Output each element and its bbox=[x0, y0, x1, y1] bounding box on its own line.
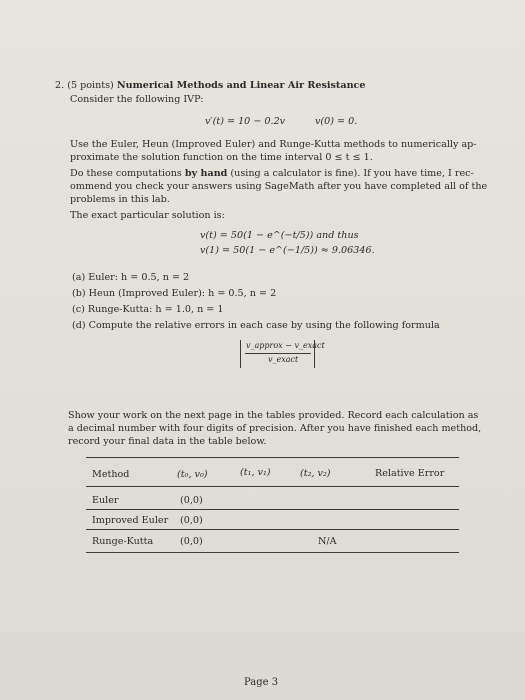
hand-line-post: (using a calculator is fine). If you have time, I rec- bbox=[227, 168, 474, 179]
table-row-euler-t0v0: (0,0) bbox=[180, 495, 203, 506]
table-header-relative-error: Relative Error bbox=[375, 468, 445, 479]
problem-heading bbox=[55, 79, 366, 92]
part-b: (b) Heun (Improved Euler): h = 0.5, n = 2 bbox=[72, 288, 277, 299]
part-a: (a) Euler: h = 0.5, n = 2 bbox=[72, 272, 190, 283]
hand-line-3: problems in this lab. bbox=[70, 194, 170, 205]
page-number: Page 3 bbox=[244, 677, 279, 688]
table-row-rule-2 bbox=[86, 529, 459, 530]
table-top-rule bbox=[86, 457, 459, 458]
ivp-equation: v′(t) = 10 − 0.2v bbox=[205, 116, 286, 127]
part-c: (c) Runge-Kutta: h = 1.0, n = 1 bbox=[72, 304, 224, 315]
table-row-improved-euler-t0v0: (0,0) bbox=[180, 515, 203, 526]
abs-bar-left bbox=[240, 340, 241, 368]
table-header-rule bbox=[86, 486, 459, 487]
table-row-runge-kutta-method: Runge-Kutta bbox=[92, 536, 154, 547]
exact-solution-intro: The exact particular solution is: bbox=[70, 210, 225, 221]
table-header-t2v2: (t₂, v₂) bbox=[300, 468, 331, 479]
problem-number: 2. bbox=[55, 80, 65, 91]
problem-points: (5 points) bbox=[67, 80, 114, 91]
show-work-line-3: record your final data in the table below. bbox=[68, 436, 267, 447]
instructions-line-1: Use the Euler, Heun (Improved Euler) and Runge-Kutta methods to numerically ap- bbox=[70, 139, 477, 150]
table-header-t1v1: (t₁, v₁) bbox=[240, 467, 271, 478]
show-work-line-1: Show your work on the next page in the tables provided. Record each calculation as bbox=[68, 410, 479, 421]
formula-numerator: v_approx − v_exact bbox=[246, 341, 325, 350]
table-header-t0v0: (t₀, v₀) bbox=[177, 469, 208, 480]
instructions-line-2: proximate the solution function on the time interval 0 ≤ t ≤ 1. bbox=[70, 152, 373, 163]
table-row-runge-kutta-t0v0: (0,0) bbox=[180, 536, 203, 547]
hand-line-pre: Do these computations bbox=[70, 168, 185, 179]
consider-line: Consider the following IVP: bbox=[70, 94, 204, 105]
exact-solution-formula: v(t) = 50(1 − e^(−t/5)) and thus bbox=[200, 230, 359, 241]
table-row-euler-method: Euler bbox=[92, 495, 119, 506]
hand-line-1 bbox=[70, 167, 474, 180]
table-bottom-rule bbox=[86, 552, 459, 553]
ivp-initial-condition: v(0) = 0. bbox=[315, 116, 358, 127]
part-d: (d) Compute the relative errors in each case by using the following formula bbox=[72, 320, 440, 331]
fraction-bar bbox=[245, 353, 311, 354]
formula-denominator: v_exact bbox=[268, 355, 299, 364]
problem-title: Numerical Methods and Linear Air Resistance bbox=[116, 80, 366, 91]
table-row-runge-kutta-t2v2: N/A bbox=[318, 536, 337, 547]
hand-line-2: ommend you check your answers using SageMath after you have completed all of the bbox=[70, 181, 488, 192]
show-work-line-2: a decimal number with four digits of precision. After you have finished each method, bbox=[68, 423, 482, 434]
hand-line-bold: by hand bbox=[184, 168, 228, 179]
exact-solution-value: v(1) = 50(1 − e^(−1/5)) ≈ 9.06346. bbox=[200, 245, 375, 256]
relative-error-formula bbox=[238, 340, 325, 370]
table-row-rule-1 bbox=[86, 509, 459, 510]
table-row-improved-euler-method: Improved Euler bbox=[92, 515, 169, 526]
table-header-method: Method bbox=[92, 469, 130, 480]
